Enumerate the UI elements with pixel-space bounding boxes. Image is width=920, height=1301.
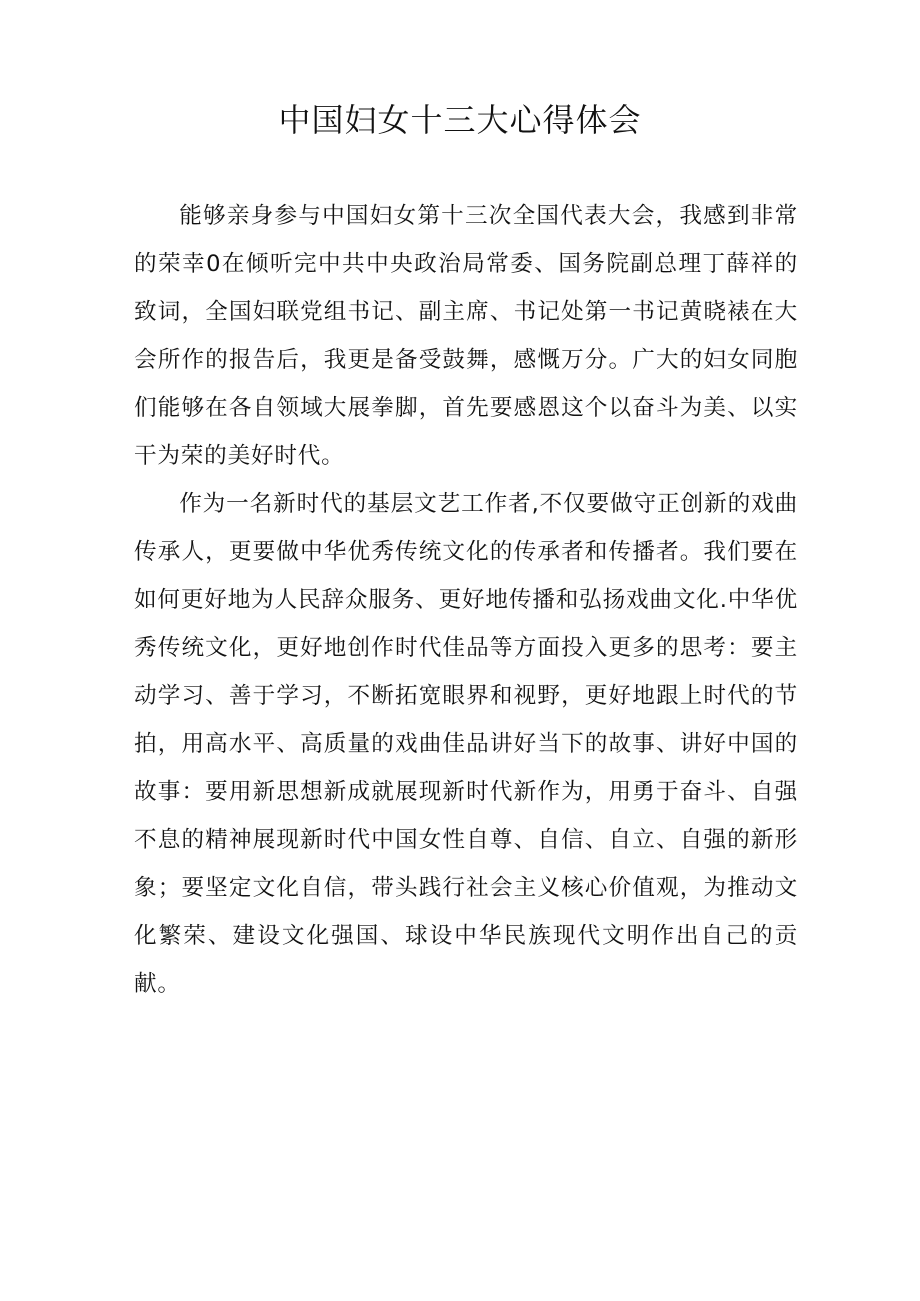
paragraph-2: 作为一名新时代的基层文艺工作者,不仅要做守正创新的戏曲传承人，更要做中华优秀传统文化的传承者和传播者。我们要在如何更好地为人民辞众服务、更好地传播和弘扬戏曲文化.中华优秀传统文化，更好地创作时代佳品等方面投入更多的思考：要主动学习、善于学习，不断拓宽眼界和视野，更好地跟上时代的节拍，用高水平、高质量的戏曲佳品讲好当下的故事、讲好中国的故事：要用新思想新成就展现新时代新作为，用勇于奋斗、自强不息的精神展现新时代中国女性自尊、自信、自立、自强的新形象；要坚定文化自信，带头践行社会主义核心价值观，为推动文化繁荣、建设文化强国、球设中华民族现代文明作出自己的贡献。 <box>134 491 798 997</box>
paragraph-1: 能够亲身参与中国妇女第十三次全国代表大会，我感到非常的荣幸0在倾听完中共中央政治局常委、国务院副总理丁薛祥的致词，全国妇联党组书记、副主席、书记处第一书记黄晓裱在大会所作的报告后，我更是备受鼓舞，感慨万分。广大的妇女同胞们能够在各自领域大展拳脚，首先要感恩这个以奋斗为美、以实干为荣的美好时代。 <box>134 203 798 469</box>
document-body <box>134 192 798 1008</box>
page-title: 中国妇女十三大心得体会 <box>278 101 642 139</box>
